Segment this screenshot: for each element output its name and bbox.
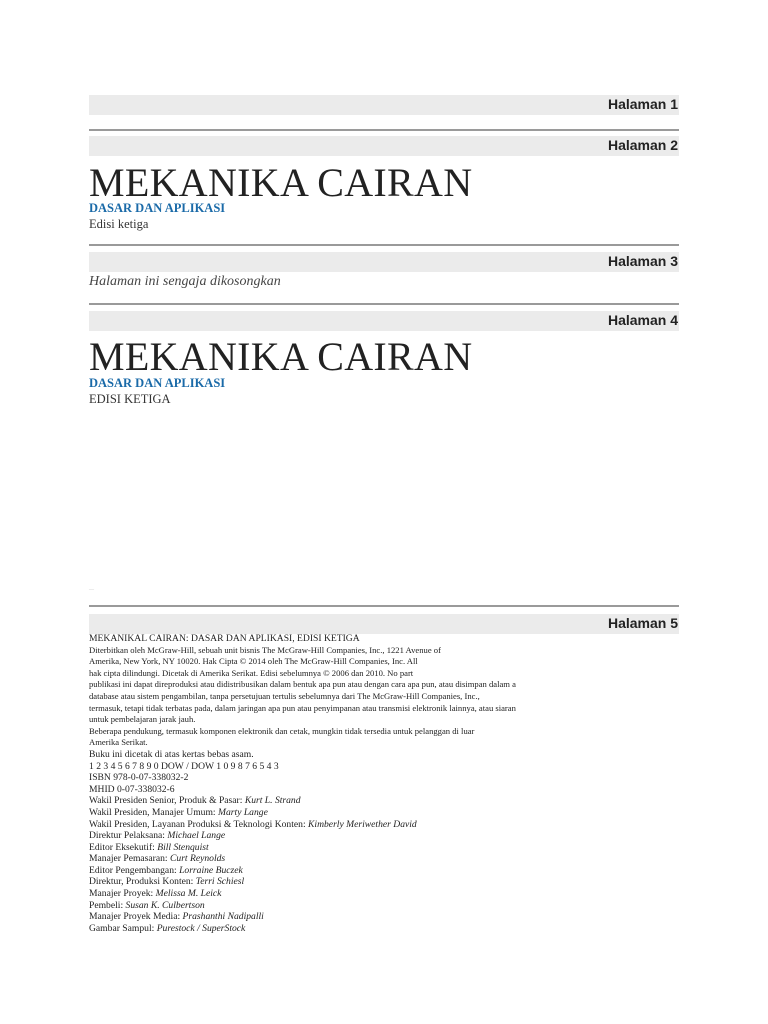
credit-name: Kurt L. Strand (244, 795, 301, 807)
page-header-2 (89, 136, 679, 156)
mhid: MHID 0-07-338032-6 (89, 783, 175, 795)
page-number-3: Halaman 3 (607, 253, 678, 269)
copyright-page (89, 633, 569, 934)
credit-name: Curt Reynolds (170, 853, 226, 865)
credit-name: Lorraine Buczek (179, 864, 243, 876)
page-divider (89, 244, 679, 246)
copyright-line: Beberapa pendukung, termasuk komponen elektronik dan cetak, mungkin tidak tersedia untuk pelanggan di luar (89, 725, 475, 736)
credit-name: Kimberly Meriwether David (308, 818, 417, 830)
book-edition: Edisi ketiga (89, 217, 149, 231)
copyright-line: Amerika Serikat. (89, 737, 148, 748)
page-number-2: Halaman 2 (607, 137, 678, 153)
copyright-line: termasuk, tetapi tidak terbatas pada, dalam jaringan apa pun atau penyimpanan atau transmisi elektronik lainnya, atau siaran (89, 702, 516, 713)
book-edition-2: EDISI KETIGA (89, 392, 171, 406)
credit-line (89, 795, 569, 807)
book-title: MEKANIKA CAIRAN (89, 160, 473, 205)
credit-name: Prashanthi Nadipalli (182, 911, 264, 923)
book-title-2: MEKANIKA CAIRAN (89, 334, 473, 379)
credit-line (89, 807, 569, 819)
page-number-5: Halaman 5 (607, 615, 678, 631)
credit-name: Purestock / SuperStock (156, 922, 246, 934)
credit-role: Manajer Pemasaran: (89, 853, 168, 865)
page-header-3 (89, 252, 679, 272)
isbn: ISBN 978-0-07-338032-2 (89, 772, 189, 784)
credit-role: Wakil Presiden Senior, Produk & Pasar: (89, 795, 243, 807)
page-divider (89, 129, 679, 131)
copyright-line: Buku ini dicetak di atas kertas bebas asam. (89, 748, 254, 760)
credit-role: Pembeli: (89, 899, 124, 911)
credit-role: Direktur, Produksi Konten: (89, 876, 194, 888)
page-number-1: Halaman 1 (607, 96, 678, 112)
copyright-line: database atau sistem pengambilan, tanpa persetujuan tertulis sebelumnya dari The McGraw-Hill Companies, Inc., (89, 690, 480, 701)
book-subtitle-2: DASAR DAN APLIKASI (89, 376, 226, 390)
credit-role: Wakil Presiden, Layanan Produksi & Teknologi Konten: (89, 818, 306, 830)
copyright-line: Amerika, New York, NY 10020. Hak Cipta © 2014 oleh The McGraw-Hill Companies, Inc. All (89, 656, 418, 667)
credit-line (89, 819, 569, 831)
credit-line (89, 911, 569, 923)
credit-line (89, 888, 569, 900)
credit-line (89, 830, 569, 842)
credit-line (89, 865, 569, 877)
credit-role: Manajer Proyek: (89, 888, 154, 900)
page-number-4: Halaman 4 (607, 312, 678, 328)
credit-role: Manajer Proyek Media: (89, 911, 181, 923)
credit-role: Editor Pengembangan: (89, 864, 177, 876)
credit-line (89, 900, 569, 912)
credit-line (89, 876, 569, 888)
credit-line (89, 923, 569, 935)
blank-page-note: Halaman ini sengaja dikosongkan (89, 274, 281, 289)
copyright-line: publikasi ini dapat direproduksi atau didistribusikan dalam bentuk apa pun atau dengan cara apa pun, atau disimpan dalam a (89, 679, 516, 690)
credit-role: Editor Eksekutif: (89, 841, 155, 853)
credit-name: Marty Lange (218, 806, 268, 818)
page-header-1 (89, 95, 679, 115)
page-header-5 (89, 614, 679, 634)
credit-role: Wakil Presiden, Manajer Umum: (89, 806, 216, 818)
copyright-line: Diterbitkan oleh McGraw-Hill, sebuah unit bisnis The McGraw-Hill Companies, Inc., 1221 Avenue of (89, 644, 441, 655)
copyright-line: untuk pembelajaran jarak jauh. (89, 714, 196, 725)
page-divider (89, 605, 679, 607)
credit-line (89, 842, 569, 854)
credit-role: Direktur Pelaksana: (89, 830, 165, 842)
credit-name: Bill Stenquist (157, 841, 209, 853)
page-divider (89, 303, 679, 305)
credit-name: Susan K. Culbertson (125, 899, 205, 911)
print-line: 1 2 3 4 5 6 7 8 9 0 DOW / DOW 1 0 9 8 7 6 5 4 3 (89, 760, 279, 772)
book-subtitle: DASAR DAN APLIKASI (89, 201, 226, 215)
credit-name: Terri Schiesl (195, 876, 245, 888)
copyright-line: hak cipta dilindungi. Dicetak di Amerika Serikat. Edisi sebelumnya © 2006 dan 2010. No part (89, 667, 414, 678)
credit-name: Melissa M. Leick (155, 888, 222, 900)
credit-role: Gambar Sampul: (89, 922, 155, 934)
credit-name: Michael Lange (167, 830, 226, 842)
page-header-4 (89, 311, 679, 331)
copyright-line: MEKANIKAL CAIRAN: DASAR DAN APLIKASI, EDISI KETIGA (89, 633, 360, 644)
credit-line (89, 853, 569, 865)
stray-mark: — (89, 588, 94, 593)
